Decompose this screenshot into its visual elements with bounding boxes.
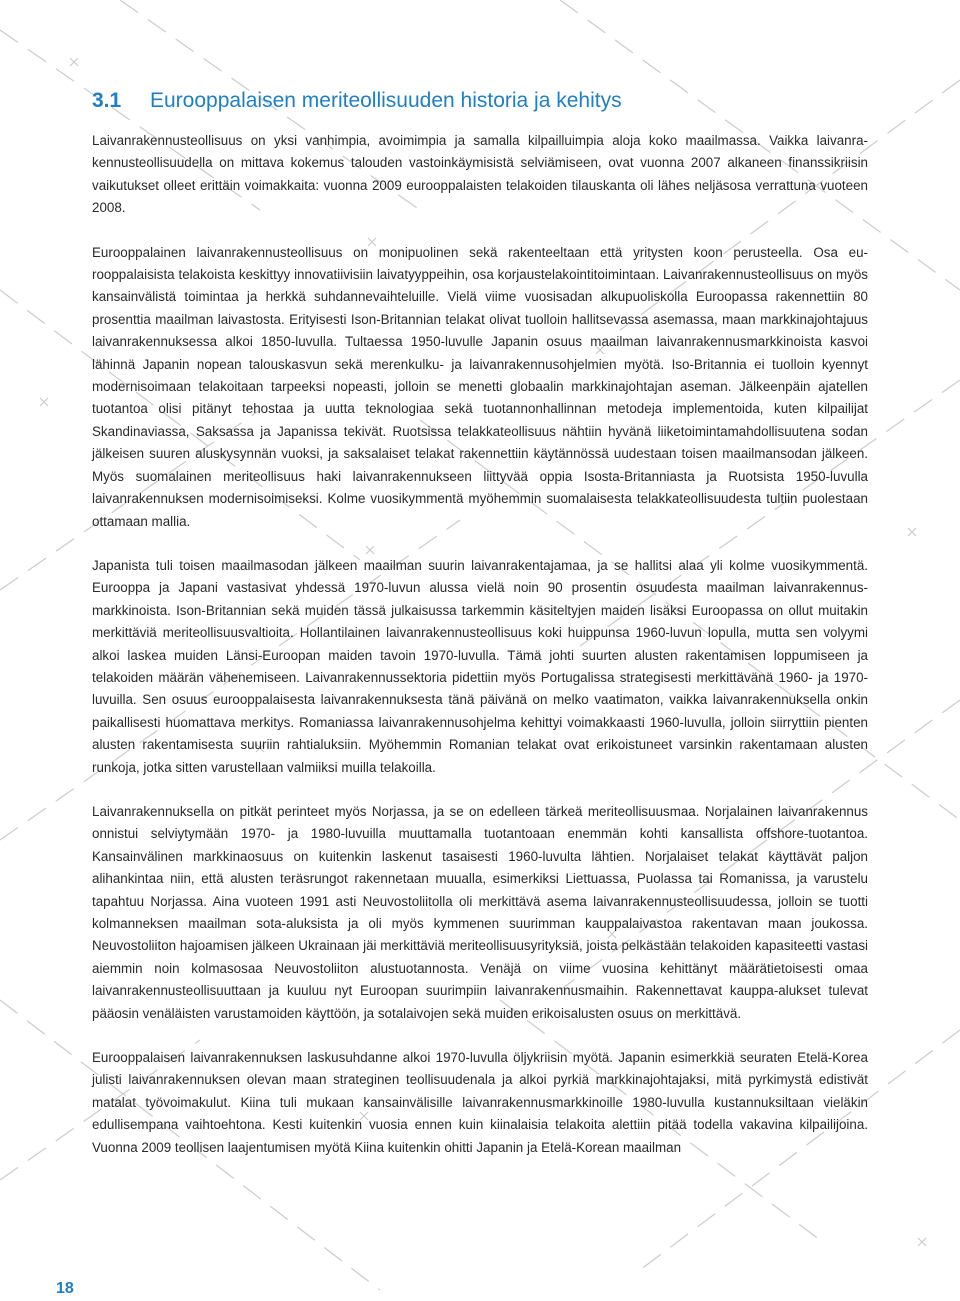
page-number: 18 (56, 1280, 74, 1297)
paragraph-1: Laivanrakennusteollisuus on yksi vanhimpia, avoimimpia ja samalla kilpailluimpia aloja koko maailmassa. Vaikka laivanrakennusteollisuudella on mittava kokemus talouden vastoinkäymisistä selviämiseen, ovat vuonna 2007 alkaneen finanssikriisin vaikutukset olleet erittäin voimakkaita: vuonna 2009 eurooppalaisten telakoiden tilauskanta oli lähes neljäsosa verrattuna vuoteen 2008. (92, 133, 868, 216)
paragraph-2: Eurooppalainen laivanrakennusteollisuus on monipuolinen sekä rakenteeltaan että yritysten koon perusteella. Osa eurooppalaisista telakoista keskittyy innovatiivisiin laivatyyppeihin, osa korjaustelakointitoimintaan. Laivanrakennusteollisuus on myös kansainvälistä toimintaa ja herkkä suhdannevaihteluille. Vielä viime vuosisadan alkupuoliskolla Euroopassa rakennettiin 80 prosenttia maailman laivastosta. Erityisesti Ison-Britannian telakat olivat tuolloin hallitsevassa asemassa, maan markkinajohtajuus laivanrakennuksessa alkoi 1850-luvulla. Tultaessa 1950-luvulle Japanin osuus maailman laivanrakennusmarkkinoista kasvoi lähinnä Japanin nopean talouskasvun sekä merenkulku- ja laivanrakennusohjelmien myötä. Iso-Britannia ei tuolloin kyennyt modernisoimaan telakoitaan tarpeeksi nopeasti, jolloin se menetti globaalin markkinajohtajan aseman. Jälkeenpäin ajatellen tuotantoa olisi pitänyt tehostaa ja uutta teknologiaa sekä tuotannonhallinnan metodeja implementoida, kuten kilpailijat Skandinaviassa, Saksassa ja Japanissa tekivät. Ruotsissa telakkateollisuus nähtiin hyvänä liiketoimintamahdollisuutena sodan jälkeisen suuren aluskysynnän vuoksi, ja saksalaiset telakat rakennettiin käytännössä uudestaan toisen maailmansodan jälkeen. Myös suomalainen meriteollisuus haki laivanrakennukseen liittyvää oppia Isosta-Britanniasta ja Ruotsista 1950-luvulla laivanrakennuksen modernisoimiseksi. Kolme vuosikymmentä myöhemmin suomalaisesta telakkateollisuudesta tultiin puolestaan ottamaan mallia. (92, 244, 868, 529)
section-title: Eurooppalaisen meriteollisuuden historia ja kehitys (150, 89, 622, 112)
section-heading (92, 86, 868, 116)
page-content (92, 86, 868, 1181)
paragraph-4: Laivanrakennuksella on pitkät perinteet myös Norjassa, ja se on edelleen tärkeä meriteollisuusmaa. Norjalainen laivanrakennus onnistui selviytymään 1970- ja 1980-luvuilla muuttamalla tuotantoaan enemmän kohti kansallista offshore-tuotantoa. Kansainvälinen markkinaosuus on kuitenkin laskenut tasaisesti 1960-luvulta lähtien. Norjalaiset telakat käyttävät paljon alihankintaa niin, että alusten teräsrungot rakennetaan muualla, esimerkiksi Liettuassa, Puolassa tai Romanissa, ja varustelu tapahtuu Norjassa. Aina vuoteen 1991 asti Neuvostoliitolla oli merkittävä asema laivanrakennusteollisuudessa, jolloin se tuotti kolmanneksen maailman sota-aluksista ja oli myös kymmenen suurimman kauppalaivastoa rakentavan maan joukossa. Neuvostoliiton hajoamisen jälkeen Ukrainaan jäi merkittäviä meriteollisuusyrityksiä, joista pelkästään telakoiden kapasiteetti vastasi aiemmin noin kolmasosaa Neuvostoliiton alustuotannosta. Venäjä on viime vuosina kehittänyt määrätietoisesti omaa laivanrakennusteollisuuttaan ja kuuluu nyt Euroopan suurimpiin laivanrakennusmaihin. Rakennettavat kauppa-alukset tulevat pääosin venäläisten varustamoiden käyttöön, ja sotalaivojen sekä muiden erikoisalusten osuus on merkittävä. (92, 803, 868, 1021)
paragraph-5: Eurooppalaisen laivanrakennuksen laskusuhdanne alkoi 1970-luvulla öljykriisin myötä. Japanin esimerkkiä seuraten Etelä-Korea julisti laivanrakennuksen olevan maan strateginen teollisuudenala ja alkoi pyrkiä markkinajohtajaksi, mitä pyrkimystä edistivät matalat työvoimakulut. Kiina tuli mukaan kansainvälisille laivanrakennusmarkkinoille 1980-luvulla kustannuksiltaan vieläkin edullisempana vaihtoehtona. Kesti kuitenkin vuosia ennen kuin kiinalaisia telakoita alettiin pitää todella vakavina kilpailijoina. Vuonna 2009 teollisen laajentumisen myötä Kiina kuitenkin ohitti Japanin ja Etelä-Korean maailman (92, 1050, 868, 1155)
section-number: 3.1 (92, 89, 122, 112)
paragraph-3: Japanista tuli toisen maailmasodan jälkeen maailman suurin laivanrakentajamaa, ja se hallitsi alaa yli kolme vuosikymmentä. Eurooppa ja Japani vastasivat yhdessä 1970-luvun alussa vielä noin 90 prosentin osuudesta maailman laivanrakennusmarkkinoista. Ison-Britannian sekä muiden tässä julkaisussa tarkemmin käsiteltyjen maiden lisäksi Euroopassa on ollut muitakin merkittäviä meriteollisuusvaltioita. Hollantilainen laivanrakennusteollisuus koki huippunsa 1960-luvun lopulla, mutta sen volyymi alkoi laskea muiden Länsi-Euroopan maiden tavoin 1970-luvulla. Tämä johti suurten alusten rakentamisen loppumiseen ja telakoiden määrän vähenemiseen. Laivanrakennussektoria pidettiin myös Portugalissa strategisesti merkittävänä 1960- ja 1970-luvuilla. Sen osuus eurooppalaisesta laivanrakennuksesta tänä päivänä on melko vaatimaton, vaikka laivanrakennuksella onkin paikallisesti huomattava merkitys. Romaniassa laivanrakennusohjelma kehittyi voimakkaasti 1960-luvulla, jolloin siirryttiin pienten alusten rakentamisesta suuriin rahtialuksiin. Myöhemmin Romanian telakat ovat erikoistuneet varsinkin rakentamaan alusten runkoja, jotka sitten varustellaan valmiiksi muilla telakoilla. (92, 557, 868, 775)
